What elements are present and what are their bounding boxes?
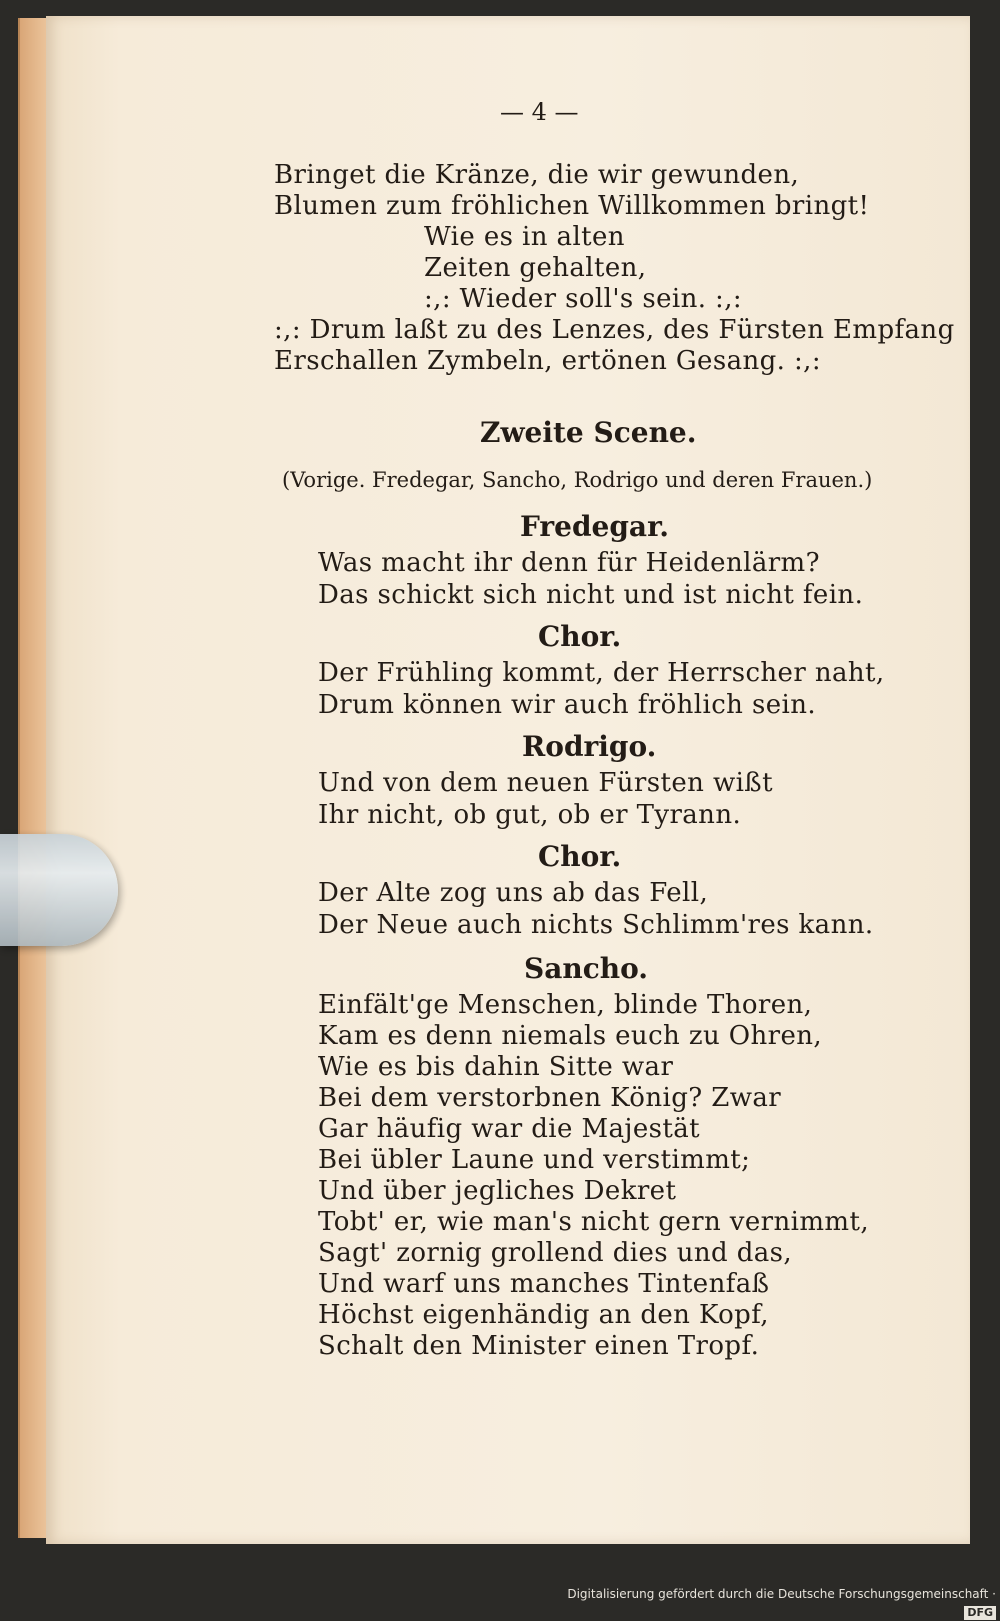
- dialogue-line: Höchst eigenhändig an den Kopf,: [318, 1300, 769, 1330]
- dialogue-line: Drum können wir auch fröhlich sein.: [318, 690, 817, 720]
- dfg-logo: DFG: [964, 1606, 996, 1620]
- page-number: — 4 —: [500, 98, 579, 126]
- verse-line: Wie es in alten: [424, 222, 625, 252]
- dialogue-line: Schalt den Minister einen Tropf.: [318, 1331, 760, 1361]
- dialogue-line: Der Alte zog uns ab das Fell,: [318, 878, 709, 908]
- page-clip: [0, 834, 118, 946]
- dialogue-line: Wie es bis dahin Sitte war: [318, 1052, 674, 1082]
- dialogue-line: Und von dem neuen Fürsten wißt: [318, 768, 773, 798]
- dialogue-line: Was macht ihr denn für Heidenlärm?: [318, 548, 820, 578]
- dialogue-line: Tobt' er, wie man's nicht gern vernimmt,: [318, 1207, 869, 1237]
- dialogue-line: Und warf uns manches Tintenfaß: [318, 1269, 770, 1299]
- speaker-chor: Chor.: [538, 840, 622, 873]
- dialogue-line: Kam es denn niemals euch zu Ohren,: [318, 1021, 823, 1051]
- dialogue-line: Der Frühling kommt, der Herrscher naht,: [318, 658, 885, 688]
- stage-direction: (Vorige. Fredegar, Sancho, Rodrigo und deren Frauen.): [282, 468, 873, 492]
- dialogue-line: Einfält'ge Menschen, blinde Thoren,: [318, 990, 813, 1020]
- speaker-sancho: Sancho.: [524, 952, 649, 985]
- speaker-chor: Chor.: [538, 620, 622, 653]
- speaker-fredegar: Fredegar.: [520, 510, 669, 543]
- speaker-rodrigo: Rodrigo.: [522, 730, 657, 763]
- verse-line: Zeiten gehalten,: [424, 253, 647, 283]
- dialogue-line: Bei dem verstorbnen König? Zwar: [318, 1083, 782, 1113]
- dialogue-line: Ihr nicht, ob gut, ob er Tyrann.: [318, 800, 742, 830]
- dialogue-line: Bei übler Laune und verstimmt;: [318, 1145, 751, 1175]
- dialogue-line: Gar häufig war die Majestät: [318, 1114, 700, 1144]
- dialogue-line: Das schickt sich nicht und ist nicht fein.: [318, 580, 864, 610]
- verse-line: :,: Wieder soll's sein. :,:: [424, 284, 743, 314]
- dialogue-line: Sagt' zornig grollend dies und das,: [318, 1238, 793, 1268]
- dialogue-line: Der Neue auch nichts Schlimm'res kann.: [318, 910, 874, 940]
- verse-line: Bringet die Kränze, die wir gewunden,: [274, 160, 800, 190]
- verse-line: Erschallen Zymbeln, ertönen Gesang. :,:: [274, 346, 821, 376]
- verse-line: :,: Drum laßt zu des Lenzes, des Fürsten Empfang: [274, 315, 955, 345]
- footer-text: Digitalisierung gefördert durch die Deutsche Forschungsgemeinschaft ·: [567, 1587, 996, 1601]
- dialogue-line: Und über jegliches Dekret: [318, 1176, 677, 1206]
- scene-title: Zweite Scene.: [480, 416, 697, 449]
- digitization-footer: [560, 1585, 996, 1619]
- verse-line: Blumen zum fröhlichen Willkommen bringt!: [274, 191, 870, 221]
